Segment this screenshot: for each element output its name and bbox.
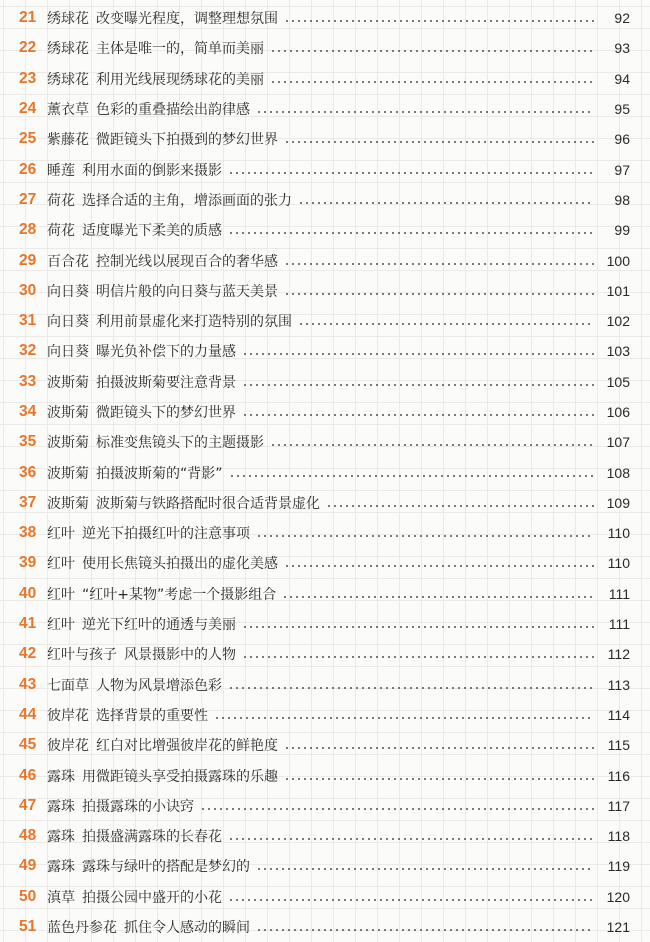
entry-number: 24	[19, 100, 37, 118]
page-number: 101	[606, 282, 630, 299]
dot-leader	[270, 81, 594, 83]
entry-number: 22	[19, 39, 37, 57]
entry-subject: 红叶与孩子	[47, 647, 117, 664]
entry-number: 42	[19, 645, 37, 663]
entry-subject: 红叶	[47, 586, 75, 603]
toc-entry[interactable]	[8, 3, 630, 33]
entry-subject: 露珠	[47, 768, 75, 785]
entry-description: 控制光线以展现百合的奢华感	[96, 253, 278, 270]
entry-title	[47, 766, 278, 786]
entry-description: 拍摄盛满露珠的长春花	[82, 829, 222, 846]
entry-description: 风景摄影中的人物	[124, 647, 236, 664]
dot-leader	[228, 687, 594, 689]
entry-title	[47, 341, 236, 361]
dot-leader	[284, 20, 594, 22]
entry-subject: 绣球花	[47, 41, 89, 58]
entry-title	[47, 432, 264, 452]
entry-description: 改变曝光程度，调整理想氛围	[96, 11, 278, 28]
page-number: 105	[606, 373, 630, 390]
page-number: 95	[614, 101, 630, 118]
page-number: 106	[606, 404, 630, 420]
page-number: 98	[614, 191, 630, 208]
entry-description: 人物为风景增添色彩	[96, 677, 222, 694]
entry-title	[47, 735, 278, 755]
entry-subject: 露珠	[47, 798, 75, 815]
page-number: 109	[606, 494, 630, 511]
entry-description: 逆光下拍摄红叶的注意事项	[82, 526, 250, 543]
dot-leader	[298, 323, 594, 325]
entry-subject: 蓝色丹参花	[47, 920, 117, 937]
entry-number: 34	[19, 403, 37, 420]
entry-title	[47, 190, 292, 210]
entry-subject: 露珠	[47, 829, 75, 846]
entry-description: 曝光负补偿下的力量感	[96, 344, 236, 361]
dot-leader	[270, 444, 594, 446]
entry-description: 微距镜头下拍摄到的梦幻世界	[96, 132, 278, 149]
entry-subject: 向日葵	[47, 314, 89, 331]
entry-subject: 彼岸花	[47, 707, 89, 724]
entry-title	[47, 493, 320, 513]
toc-entry[interactable]	[8, 579, 630, 609]
entry-description: 主体是唯一的，简单而美丽	[96, 41, 264, 58]
page-number: 112	[607, 646, 630, 663]
entry-description: 色彩的重叠描绘出韵律感	[96, 102, 250, 119]
entry-number: 47	[19, 796, 37, 814]
page-number: 117	[607, 797, 630, 814]
dot-leader	[228, 232, 594, 234]
dot-leader	[284, 141, 594, 143]
entry-number: 50	[19, 887, 37, 905]
entry-title	[47, 372, 236, 392]
entry-subject: 荷花	[47, 223, 75, 240]
entry-description: 波斯菊与铁路搭配时很合适背景虚化	[96, 495, 320, 512]
entry-subject: 红叶	[47, 556, 75, 573]
entry-subject: 滇草	[47, 889, 75, 906]
entry-number: 40	[19, 584, 37, 602]
entry-subject: 紫藤花	[47, 132, 89, 149]
dot-leader	[228, 172, 594, 174]
entry-number: 48	[19, 827, 37, 845]
entry-number: 45	[19, 736, 37, 754]
toc-entry[interactable]	[8, 64, 630, 94]
entry-title	[47, 644, 236, 664]
entry-subject: 荷花	[47, 192, 75, 209]
entry-number: 37	[19, 493, 37, 511]
entry-description: 抓住令人感动的瞬间	[124, 920, 250, 937]
dot-leader	[242, 384, 594, 386]
entry-title	[47, 917, 250, 937]
toc-entry[interactable]	[8, 336, 630, 366]
entry-subject: 波斯菊	[47, 374, 89, 391]
toc-entry[interactable]	[8, 609, 630, 639]
page-number: 96	[614, 131, 630, 148]
entry-description: 适度曝光下柔美的质感	[82, 223, 222, 240]
dot-leader	[214, 717, 594, 719]
entry-title	[47, 99, 250, 119]
entry-subject: 百合花	[47, 253, 89, 270]
toc-entry[interactable]	[8, 306, 630, 336]
entry-description: 标准变焦镜头下的主题摄影	[96, 435, 264, 452]
entry-description: 露珠与绿叶的搭配是梦幻的	[82, 859, 250, 876]
entry-description: 逆光下红叶的通透与美丽	[82, 617, 236, 634]
entry-number: 44	[19, 705, 37, 723]
entry-description: 用微距镜头享受拍摄露珠的乐趣	[82, 768, 278, 785]
entry-subject: 向日葵	[47, 283, 89, 300]
entry-number: 38	[19, 524, 37, 542]
page-number: 102	[606, 313, 630, 330]
entry-subject: 波斯菊	[47, 405, 89, 421]
entry-title	[47, 856, 250, 876]
entry-title	[47, 220, 222, 240]
entry-title	[47, 675, 222, 695]
entry-title	[47, 129, 278, 149]
entry-title	[47, 796, 194, 816]
dot-leader	[256, 535, 594, 537]
entry-subject: 红叶	[47, 526, 75, 543]
page-number: 92	[614, 10, 630, 27]
entry-subject: 波斯菊	[47, 495, 89, 512]
entry-subject: 波斯菊	[47, 435, 89, 452]
toc-entry[interactable]	[8, 367, 630, 397]
toc-entry[interactable]	[8, 882, 630, 912]
dot-leader	[229, 475, 594, 477]
entry-title	[47, 38, 264, 58]
entry-description: 拍摄波斯菊的“背影”	[96, 465, 223, 482]
entry-number: 25	[19, 130, 37, 148]
dot-leader	[326, 505, 594, 507]
entry-number: 49	[19, 857, 37, 875]
dot-leader	[228, 899, 594, 901]
entry-description: 利用水面的倒影来摄影	[82, 162, 222, 179]
page-number: 97	[614, 161, 630, 178]
toc-entry[interactable]	[8, 700, 630, 730]
table-of-contents	[8, 3, 630, 942]
dot-leader	[228, 838, 594, 840]
entry-title	[47, 311, 292, 331]
page-number: 121	[606, 919, 630, 936]
toc-entry[interactable]	[8, 670, 630, 700]
entry-title	[47, 705, 208, 725]
page-number: 103	[606, 343, 630, 360]
page-number: 120	[606, 888, 630, 905]
page-number: 111	[608, 585, 630, 602]
entry-subject: 波斯菊	[47, 465, 89, 482]
entry-description: 利用光线展现绣球花的美丽	[96, 71, 264, 88]
dot-leader	[242, 414, 594, 416]
entry-number: 21	[19, 9, 37, 27]
toc-entry[interactable]	[8, 94, 630, 124]
dot-leader	[282, 596, 594, 598]
entry-description: 利用前景虚化来打造特别的氛围	[96, 314, 292, 331]
toc-entry[interactable]	[8, 518, 630, 548]
page-number: 99	[614, 222, 630, 239]
entry-title	[47, 8, 278, 28]
page-number: 110	[607, 525, 630, 542]
entry-description: 拍摄露珠的小诀窍	[82, 798, 194, 815]
entry-subject: 向日葵	[47, 344, 89, 361]
page-number: 93	[614, 40, 630, 57]
entry-title	[47, 281, 278, 301]
toc-entry[interactable]	[8, 639, 630, 669]
entry-description: 拍摄波斯菊要注意背景	[96, 374, 236, 391]
entry-number: 35	[19, 433, 37, 451]
toc-entry[interactable]	[8, 730, 630, 760]
entry-number: 31	[19, 312, 37, 330]
entry-title	[47, 614, 236, 634]
entry-description: 明信片般的向日葵与蓝天美景	[96, 283, 278, 300]
entry-title	[47, 553, 278, 573]
toc-entry[interactable]	[8, 488, 630, 518]
entry-number: 43	[19, 675, 37, 693]
page-number: 100	[606, 252, 630, 269]
page-number: 116	[607, 767, 630, 784]
entry-number: 29	[19, 251, 37, 269]
page-number: 115	[607, 737, 630, 754]
entry-subject: 彼岸花	[47, 738, 89, 755]
page-number: 108	[606, 464, 630, 481]
entry-subject: 红叶	[47, 617, 75, 634]
page-number: 111	[608, 616, 630, 633]
entry-title	[47, 160, 222, 180]
dot-leader	[284, 565, 594, 567]
entry-subject: 薰衣草	[47, 102, 89, 119]
entry-description: “红叶+某物”考虑一个摄影组合	[82, 586, 277, 603]
dot-leader	[242, 626, 594, 628]
entry-number: 32	[19, 342, 37, 360]
entry-title	[47, 887, 222, 907]
entry-title	[47, 523, 250, 543]
entry-title	[47, 463, 223, 483]
entry-number: 28	[19, 221, 37, 239]
toc-entry[interactable]	[8, 821, 630, 851]
dot-leader	[256, 868, 594, 870]
toc-entry[interactable]	[8, 397, 630, 427]
entry-number: 36	[19, 463, 37, 481]
dot-leader	[284, 293, 594, 295]
toc-entry[interactable]	[8, 154, 630, 184]
dot-leader	[298, 202, 594, 204]
toc-entry[interactable]	[8, 185, 630, 215]
toc-entry[interactable]	[8, 548, 630, 578]
entry-description: 红白对比增强彼岸花的鲜艳度	[96, 738, 278, 755]
entry-title	[47, 69, 264, 89]
page-number: 119	[607, 858, 630, 875]
entry-number: 33	[19, 372, 37, 390]
entry-subject: 绣球花	[47, 71, 89, 88]
entry-title	[47, 402, 236, 422]
toc-entry[interactable]	[8, 457, 630, 487]
page-number: 118	[607, 828, 630, 845]
entry-subject: 睡莲	[47, 162, 75, 179]
entry-number: 30	[19, 281, 37, 299]
page-number: 94	[614, 70, 630, 87]
entry-subject: 露珠	[47, 859, 75, 876]
toc-entry[interactable]	[8, 276, 630, 306]
toc-entry[interactable]	[8, 791, 630, 821]
toc-entry[interactable]	[8, 851, 630, 881]
page-number: 113	[607, 676, 630, 693]
entry-number: 27	[19, 190, 37, 208]
toc-entry[interactable]	[8, 33, 630, 63]
toc-entry[interactable]	[8, 912, 630, 942]
entry-description: 拍摄公园中盛开的小花	[82, 889, 222, 906]
entry-description: 微距镜头下的梦幻世界	[96, 405, 236, 421]
entry-description: 使用长焦镜头拍摄出的虚化美感	[82, 556, 278, 573]
dot-leader	[256, 929, 594, 931]
dot-leader	[284, 778, 594, 780]
toc-entry[interactable]	[8, 245, 630, 275]
dot-leader	[284, 747, 594, 749]
dot-leader	[284, 263, 594, 265]
entry-subject: 七面草	[47, 677, 89, 694]
entry-title	[47, 584, 276, 604]
page-number: 107	[606, 434, 630, 451]
entry-number: 39	[19, 554, 37, 572]
entry-number: 46	[19, 766, 37, 784]
entry-number: 26	[19, 160, 37, 178]
entry-description: 选择背景的重要性	[96, 707, 208, 724]
toc-entry[interactable]	[8, 760, 630, 790]
dot-leader	[270, 50, 594, 52]
entry-description: 选择合适的主角，增添画面的张力	[82, 192, 292, 209]
dot-leader	[256, 111, 594, 113]
entry-title	[47, 826, 222, 846]
toc-entry[interactable]	[8, 124, 630, 154]
entry-subject: 绣球花	[47, 11, 89, 28]
entry-number: 23	[19, 69, 37, 87]
entry-number: 41	[19, 615, 37, 633]
page-number: 110	[607, 555, 630, 572]
dot-leader	[242, 353, 594, 355]
dot-leader	[200, 808, 594, 810]
page-number: 114	[607, 706, 630, 723]
entry-title	[47, 251, 278, 271]
entry-number: 51	[19, 918, 37, 936]
dot-leader	[242, 656, 594, 658]
toc-entry[interactable]	[8, 215, 630, 245]
toc-entry[interactable]	[8, 427, 630, 457]
